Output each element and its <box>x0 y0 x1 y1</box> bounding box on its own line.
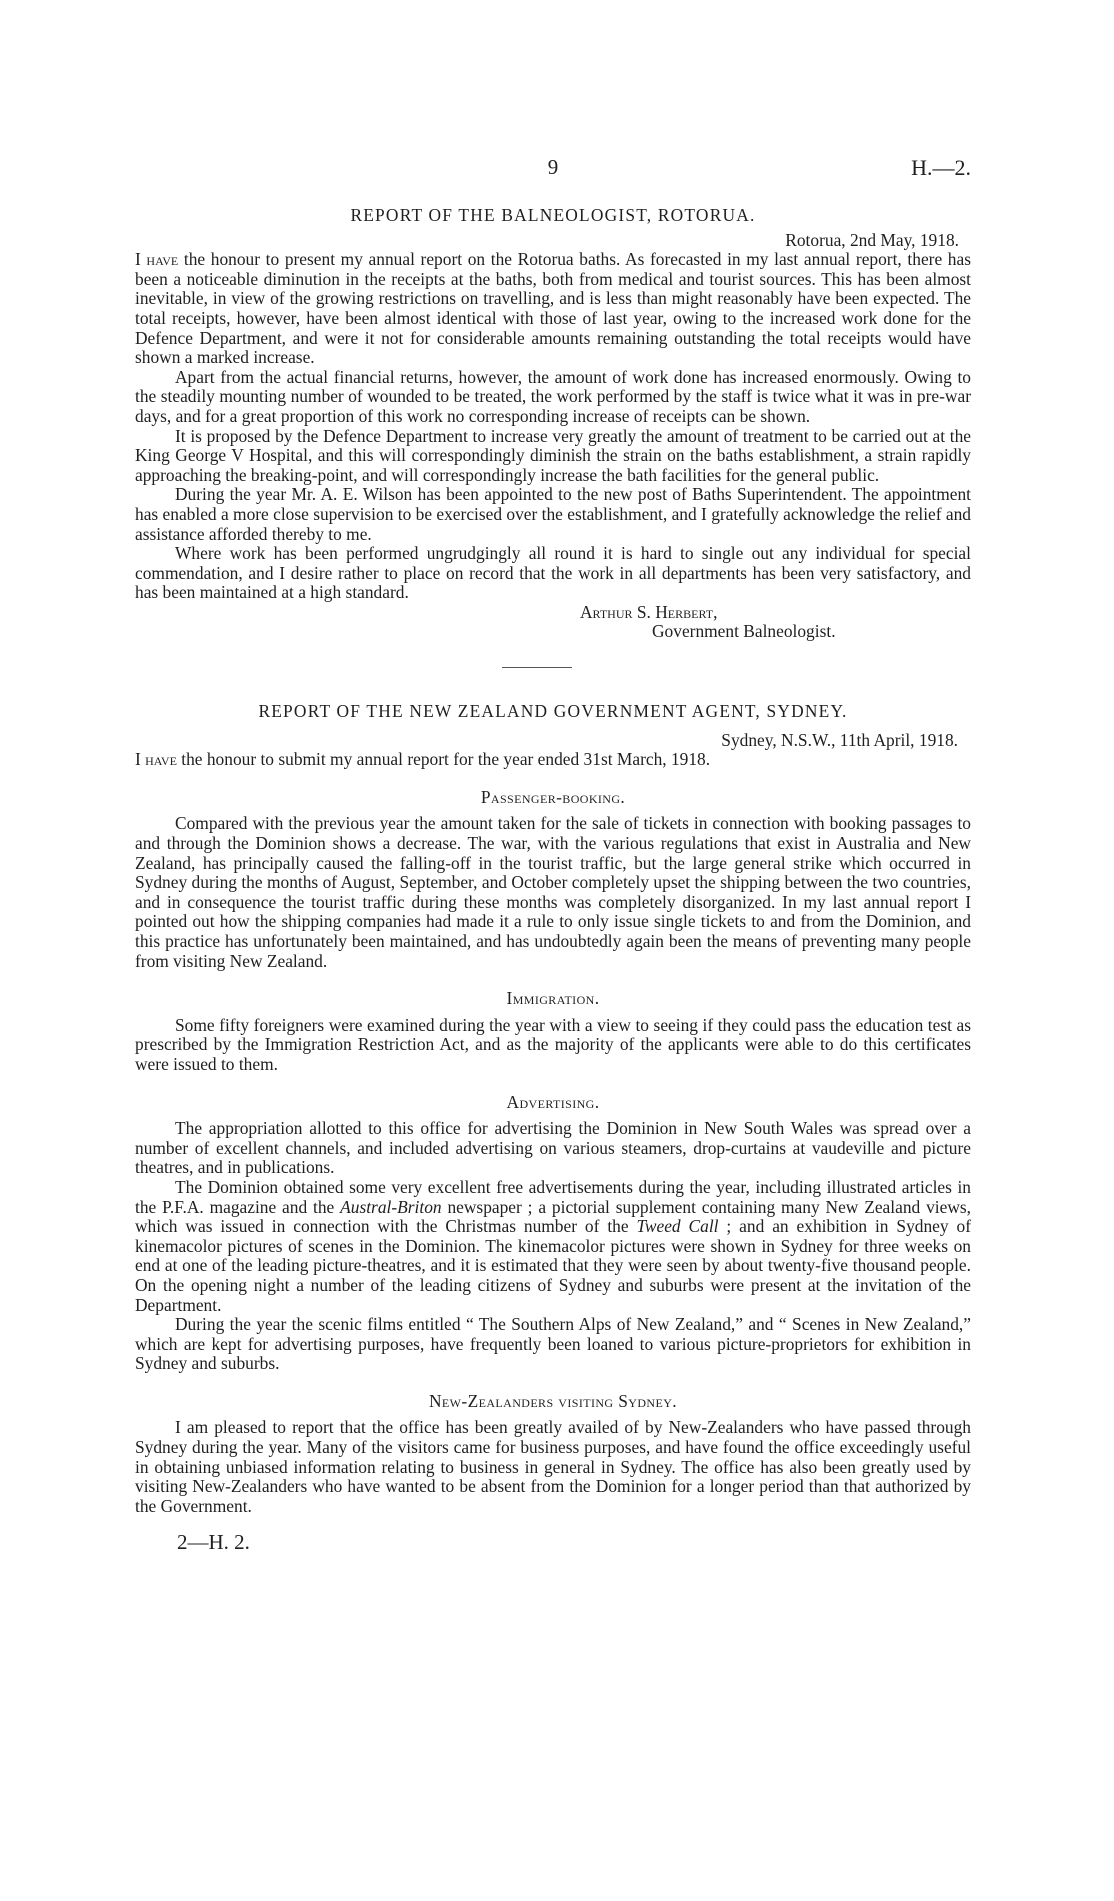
paragraph-text: the honour to present my annual report on the Rotorua baths. As forecasted in my last annual report, there has been a noticeable diminution in the receipts at the baths, both from medical and tourist sources. This has been almost inevitable, in view of the growing restrictions on travelling, and is less than might reasonably have been expected. The total receipts, however, have been almost identical with those of last year, owing to the increased work done for the Defence Department, and were it not for considerable amounts remaining outstanding the total receipts would have shown a marked increase. <box>135 249 971 368</box>
publication-title: Austral-Briton <box>340 1196 442 1217</box>
paragraph <box>135 250 971 368</box>
signature-title: Government Balneologist. <box>652 621 836 642</box>
paragraph: Some fifty foreigners were examined during the year with a view to seeing if they could pass the education test as prescribed by the Immigration Restriction Act, and as the majority of the applicants were able to do this certificates were issued to them. <box>135 1014 971 1074</box>
paragraph: Compared with the previous year the amount taken for the sale of tickets in connection with booking passages to and through the Dominion shows a decrease. The war, with the various regulations that exist in Australia and New Zealand, has principally caused the falling-off in the tourist traffic, but the large general strike which occurred in Sydney during the months of August, September, and October completely upset the shipping between the two countries, and in consequence the tourist traffic during these months was completely disorganized. In my last annual report I pointed out how the shipping companies had made it a rule to only issue single tickets to and from the Dominion, and this practice has unfortunately been maintained, and has undoubtedly again been the means of preventing many people from visiting New Zealand. <box>135 813 971 971</box>
section-heading-advertising: Advertising. <box>506 1091 600 1112</box>
section-heading-visitors: New-Zealanders visiting Sydney. <box>428 1390 678 1411</box>
section-divider <box>502 667 572 668</box>
paper-reference: H.—2. <box>911 155 971 180</box>
page-header <box>135 150 971 184</box>
document-page <box>135 150 971 1553</box>
paragraph-lead: I have <box>135 749 177 770</box>
paragraph-text: newspaper ; a pictorial supplement containing many New Zealand views, which was issued in connection with the Christmas number of the <box>135 1196 971 1237</box>
agent-report <box>135 702 971 1516</box>
report-title-balneologist: REPORT OF THE BALNEOLOGIST, ROTORUA. <box>350 205 756 225</box>
page-number: 9 <box>547 155 559 179</box>
paragraph: It is proposed by the Defence Department to increase very greatly the amount of treatment to be carried out at the King George V Hospital, and this will correspondingly diminish the strain on the baths establishment, a strain rapidly approaching the breaking-point, and will correspondingly increase the bath facilities for the general public. <box>135 425 971 485</box>
section-heading-passenger-booking: Passenger-booking. <box>480 786 626 807</box>
paragraph <box>135 1178 971 1315</box>
paragraph-text: ; and an exhibition in Sydney of kinemacolor pictures of scenes in the Dominion. The kinemacolor pictures were shown in Sydney for three weeks on end at one of the leading picture-theatres, and it is estimated that they were seen by about twenty-five thousand people. On the opening night a number of the leading citizens of Sydney and suburbs were present at the invitation of the Department. <box>135 1216 971 1315</box>
paragraph: The appropriation allotted to this office for advertising the Dominion in New South Wales was spread over a number of excellent channels, and included advertising on various steamers, drop-curtains at vaudeville and picture theatres, and in publications. <box>135 1118 971 1178</box>
paragraph: During the year the scenic films entitled “ The Southern Alps of New Zealand,” and “ Scenes in New Zealand,” which are kept for advertising purposes, have frequently been loaned to various picture-proprietors for exhibition in Sydney and suburbs. <box>135 1314 971 1374</box>
paragraph: During the year Mr. A. E. Wilson has been appointed to the new post of Baths Superintendent. The appointment has enabled a more close supervision to be exercised over the establishment, and I gratefully acknowledge the relief and assistance afforded thereby to me. <box>135 484 971 544</box>
report-title-agent: REPORT OF THE NEW ZEALAND GOVERNMENT AGENT, SYDNEY. <box>258 701 848 722</box>
paragraph-text: The Dominion obtained some very excellent free advertisements during the year, including illustrated articles in the P.F.A. magazine and the <box>135 1176 971 1217</box>
paragraph-lead: I have <box>135 249 179 270</box>
paragraph: I am pleased to report that the office has been greatly availed of by New-Zealanders who have passed through Sydney during the year. Many of the visitors came for business purposes, and have found the office exceedingly useful in obtaining unbiased information relating to business in general in Sydney. The office has also been greatly used by visiting New-Zealanders who have wanted to be absent from the Dominion for a longer period than that authorized by the Government. <box>135 1417 971 1516</box>
signature-mark: 2—H. 2. <box>177 1530 250 1555</box>
paragraph <box>135 750 971 770</box>
section-heading-immigration: Immigration. <box>506 988 600 1009</box>
publication-title: Tweed Call <box>636 1216 719 1237</box>
paragraph: Apart from the actual financial returns, however, the amount of work done has increased enormously. Owing to the steadily mounting number of wounded to be treated, the work performed by the staff is twice what it was in pre-war days, and for a great proportion of this work no corresponding increase of receipts can be shown. <box>135 366 971 426</box>
signature-name: Arthur S. Herbert, <box>580 601 718 622</box>
balneologist-report <box>135 206 971 642</box>
dateline-sydney: Sydney, N.S.W., 11th April, 1918. <box>721 729 958 750</box>
dateline-rotorua: Rotorua, 2nd May, 1918. <box>785 229 959 250</box>
paragraph: Where work has been performed ungrudgingly all round it is hard to single out any individual for special commendation, and I desire rather to place on record that the work in all departments has been very satisfactory, and has been maintained at a high standard. <box>135 543 971 603</box>
paragraph-text: the honour to submit my annual report for the year ended 31st March, 1918. <box>176 749 711 770</box>
